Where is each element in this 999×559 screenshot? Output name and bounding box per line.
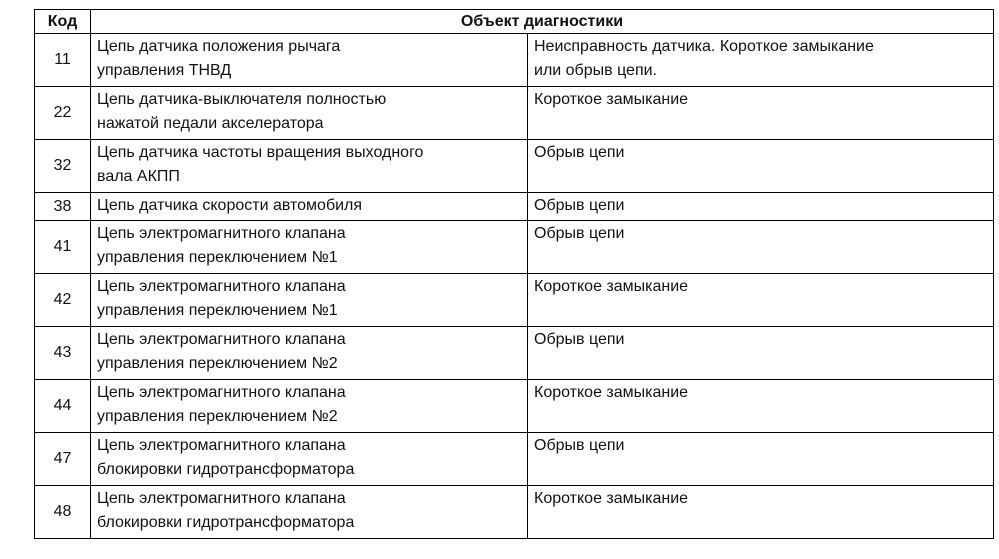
header-object: Объект диагностики [91,10,994,34]
row-fault: Короткое замыкание [528,274,994,327]
table-row [35,140,994,193]
row-object: Цепь датчика-выключателя полностью нажатой педали акселератора [91,87,528,140]
row-object: Цепь электромагнитного клапана блокировки гидротрансформатора [91,433,528,486]
table-header-row [35,10,994,34]
row-code: 38 [35,193,91,221]
row-fault: Обрыв цепи [528,193,994,221]
row-code: 22 [35,87,91,140]
table-row [35,486,994,539]
row-fault: Короткое замыкание [528,87,994,140]
row-object: Цепь электромагнитного клапана блокировки гидротрансформатора [91,486,528,539]
row-fault: Обрыв цепи [528,433,994,486]
row-fault: Обрыв цепи [528,327,994,380]
table-row [35,221,994,274]
diagnostic-codes-table-wrapper [34,9,994,539]
row-fault: Короткое замыкание [528,380,994,433]
row-code: 47 [35,433,91,486]
table-row [35,193,994,221]
row-code: 42 [35,274,91,327]
diagnostic-codes-table [34,9,994,539]
row-object: Цепь датчика частоты вращения выходного вала АКПП [91,140,528,193]
table-row [35,34,994,87]
row-code: 11 [35,34,91,87]
table-row [35,380,994,433]
table-row [35,327,994,380]
row-object: Цепь электромагнитного клапана управления переключением №1 [91,221,528,274]
row-fault: Короткое замыкание [528,486,994,539]
row-object: Цепь электромагнитного клапана управления переключением №2 [91,380,528,433]
row-object: Цепь электромагнитного клапана управления переключением №1 [91,274,528,327]
row-code: 41 [35,221,91,274]
row-object: Цепь электромагнитного клапана управления переключением №2 [91,327,528,380]
table-row [35,87,994,140]
row-fault: Обрыв цепи [528,140,994,193]
row-object: Цепь датчика скорости автомобиля [91,193,528,221]
table-row [35,433,994,486]
row-object: Цепь датчика положения рычага управления ТНВД [91,34,528,87]
table-row [35,274,994,327]
row-fault: Обрыв цепи [528,221,994,274]
row-code: 43 [35,327,91,380]
row-fault: Неисправность датчика. Короткое замыкание или обрыв цепи. [528,34,994,87]
header-code: Код [35,10,91,34]
row-code: 32 [35,140,91,193]
row-code: 48 [35,486,91,539]
row-code: 44 [35,380,91,433]
